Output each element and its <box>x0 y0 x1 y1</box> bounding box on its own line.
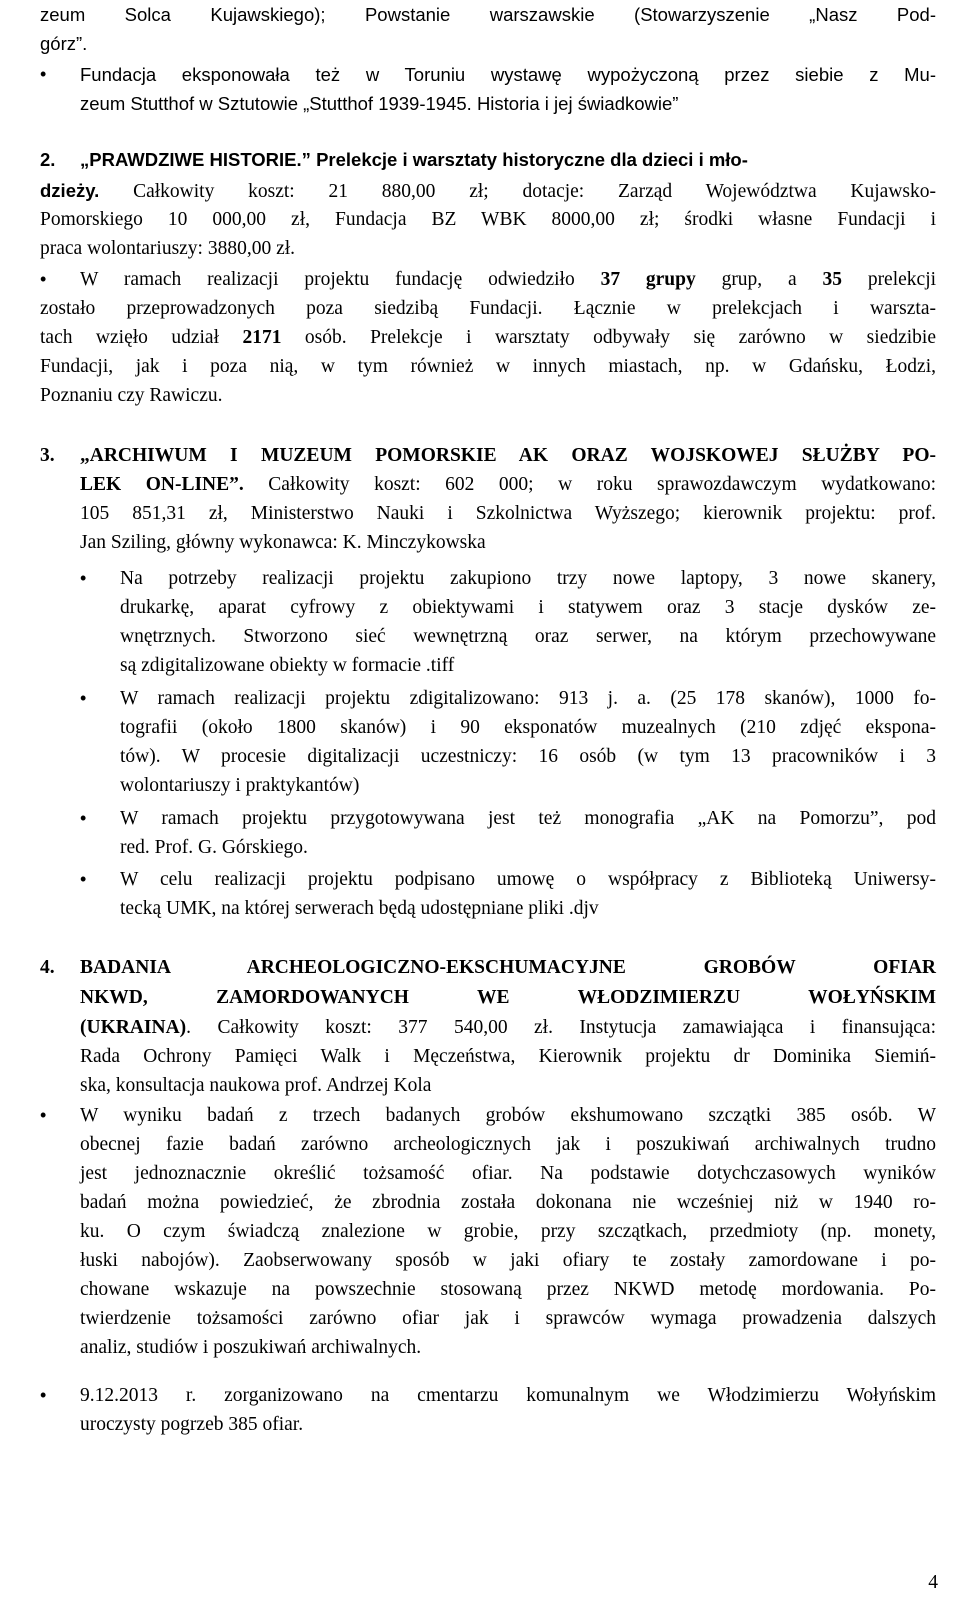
text-line: chowane wskazuje na powszechnie stosowaną przez NKWD metodę mordowania. Po- <box>80 1279 936 1300</box>
text-line: łuski nabojów). Zaobserwowany sposób w jaki ofiary te zostały zamordowane i po- <box>80 1250 936 1271</box>
text-line: tów). W procesie digitalizacji uczestniczy: 16 osób (w tym 13 pracowników i 3 <box>120 746 936 767</box>
section-title: „PRAWDZIWE HISTORIE.” <box>80 149 311 170</box>
section-title: „ARCHIWUM I MUZEUM POMORSKIE AK ORAZ WOJSKOWEJ SŁUŻBY PO- <box>80 445 936 466</box>
section-title-country: (UKRAINA) <box>80 1017 187 1038</box>
text-line: W ramach projektu przygotowywana jest też monografia „AK na Pomorzu”, pod <box>120 808 936 829</box>
text-line: ku. O czym świadczą znalezione w grobie, przy szczątkach, przedmioty (np. monety, <box>80 1221 936 1242</box>
text-line: górz”. <box>40 33 88 54</box>
text-segment: tach wzięło udział <box>40 327 219 348</box>
bullet-icon: • <box>80 808 87 828</box>
section-title: BADANIA ARCHEOLOGICZNO-EKSCHUMACYJNE GROBÓW OFIAR <box>80 957 936 978</box>
text-line: twierdzenie tożsamości zarówno ofiar jak i sprawców wymaga prowadzenia dalszych <box>80 1308 936 1329</box>
text-segment: osób. <box>304 327 347 348</box>
text-line: W wyniku badań z trzech badanych grobów ekshumowano szczątki 385 osób. W <box>80 1105 936 1126</box>
text-line <box>40 323 936 352</box>
section-number: 3. <box>40 445 55 466</box>
text-line: analiz, studiów i poszukiwań archiwalnych. <box>80 1337 422 1358</box>
text-line: Na potrzeby realizacji projektu zakupiono trzy nowe laptopy, 3 nowe skanery, <box>120 568 936 589</box>
text-line: praca wolontariuszy: 3880,00 zł. <box>40 238 296 259</box>
text-line: wolontariuszy i praktykantów) <box>120 775 360 796</box>
text-line: 105 851,31 zł, Ministerstwo Nauki i Szkolnictwa Wyższego; kierownik projektu: prof. <box>80 503 936 524</box>
text-line: Jan Sziling, główny wykonawca: K. Minczykowska <box>80 532 486 553</box>
page-number: 4 <box>928 1572 938 1593</box>
bullet-icon: • <box>40 1105 47 1125</box>
section-number: 2. <box>40 149 56 170</box>
bullet-icon: • <box>40 1385 47 1405</box>
text-line: drukarkę, aparat cyfrowy z obiektywami i statywem oraz 3 stacje dysków ze- <box>120 597 936 618</box>
text-line: Poznaniu czy Rawiczu. <box>40 385 223 406</box>
text-segment: prelekcji <box>867 269 937 290</box>
text-line: zeum Stutthof w Sztutowie „Stutthof 1939-1945. Historia i jej świadkowie” <box>80 93 679 114</box>
text-segment: W ramach realizacji projektu fundację odwiedziło <box>80 269 575 290</box>
text-segment: Prelekcje i warsztaty odbywały się zarówno w siedzibie <box>370 327 936 348</box>
section-title-cont: NKWD, ZAMORDOWANYCH WE WŁODZIMIERZU WOŁYŃSKIM <box>80 987 936 1008</box>
text-segment: Całkowity koszt: 602 000; w roku sprawozdawczym wydatkowano: <box>268 474 937 495</box>
text-segment: . Całkowity koszt: 377 540,00 zł. Instytucja zamawiająca i finansująca: <box>186 1017 936 1038</box>
lectures-count: 35 <box>822 269 842 290</box>
text-line <box>80 470 936 499</box>
text-line: uroczysty pogrzeb 385 ofiar. <box>80 1414 304 1435</box>
text-line: obecnej fazie badań zarówno archeologicznych jak i poszukiwań archiwalnych trudno <box>80 1134 936 1155</box>
text-segment: grup, a <box>721 269 797 290</box>
bullet-icon: • <box>40 64 47 84</box>
text-line: zeum Solca Kujawskiego); Powstanie warszawskie (Stowarzyszenie „Nasz Pod- <box>40 4 936 25</box>
text-line: Pomorskiego 10 000,00 zł, Fundacja BZ WBK 8000,00 zł; środki własne Fundacji i <box>40 209 936 230</box>
text-line: 9.12.2013 r. zorganizowano na cmentarzu komunalnym we Włodzimierzu Wołyńskim <box>80 1385 936 1406</box>
section-number: 4. <box>40 957 55 978</box>
groups-count: 37 grupy <box>600 269 696 290</box>
bullet-icon: • <box>80 688 87 708</box>
section-heading <box>80 145 936 174</box>
text-segment: Całkowity koszt: 21 880,00 zł; dotacje: Zarząd Województwa Kujawsko- <box>133 181 936 202</box>
text-line <box>80 1013 936 1042</box>
text-line: tografii (około 1800 skanów) i 90 eksponatów muzealnych (210 zdjęć ekspona- <box>120 717 936 738</box>
text-line: tecką UMK, na której serwerach będą udostępniane pliki .djv <box>120 898 599 919</box>
text-line <box>80 265 936 294</box>
section-subtitle: Prelekcje i warsztaty historyczne dla dzieci i mło- <box>316 149 748 170</box>
text-line: są zdigitalizowane obiekty w formacie .tiff <box>120 655 455 676</box>
text-line: ska, konsultacja naukowa prof. Andrzej Kola <box>80 1075 432 1096</box>
text-line: Fundacja eksponowała też w Toruniu wystawę wypożyczoną przez siebie z Mu- <box>80 64 936 85</box>
text-line: jest jednoznacznie określić tożsamość ofiar. Na podstawie dotychczasowych wyników <box>80 1163 936 1184</box>
text-line: W ramach realizacji projektu zdigitalizowano: 913 j. a. (25 178 skanów), 1000 fo- <box>120 688 936 709</box>
text-line: wnętrznych. Stworzono sieć wewnętrzną oraz serwer, na którym przechowywane <box>120 626 936 647</box>
bullet-icon: • <box>40 269 47 289</box>
text-line <box>40 176 936 206</box>
participants-count: 2171 <box>242 327 282 348</box>
text-line: W celu realizacji projektu podpisano umowę o współpracy z Biblioteką Uniwersy- <box>120 869 936 890</box>
text-line: badań można powiedzieć, że zbrodnia została dokonana nie wcześniej niż w 1940 ro- <box>80 1192 936 1213</box>
section-subtitle-cont: dzieży. <box>40 180 100 201</box>
bullet-icon: • <box>80 568 87 588</box>
text-line: Fundacji, jak i poza nią, w tym również w innych miastach, np. w Gdańsku, Łodzi, <box>40 356 936 377</box>
text-line: zostało przeprowadzonych poza siedzibą Fundacji. Łącznie w prelekcjach i warszta- <box>40 298 936 319</box>
bullet-icon: • <box>80 869 87 889</box>
text-line: red. Prof. G. Górskiego. <box>120 837 308 858</box>
text-line: Rada Ochrony Pamięci Walk i Męczeństwa, Kierownik projektu dr Dominika Siemiń- <box>80 1046 936 1067</box>
section-title-cont: LEK ON-LINE”. <box>80 474 244 495</box>
